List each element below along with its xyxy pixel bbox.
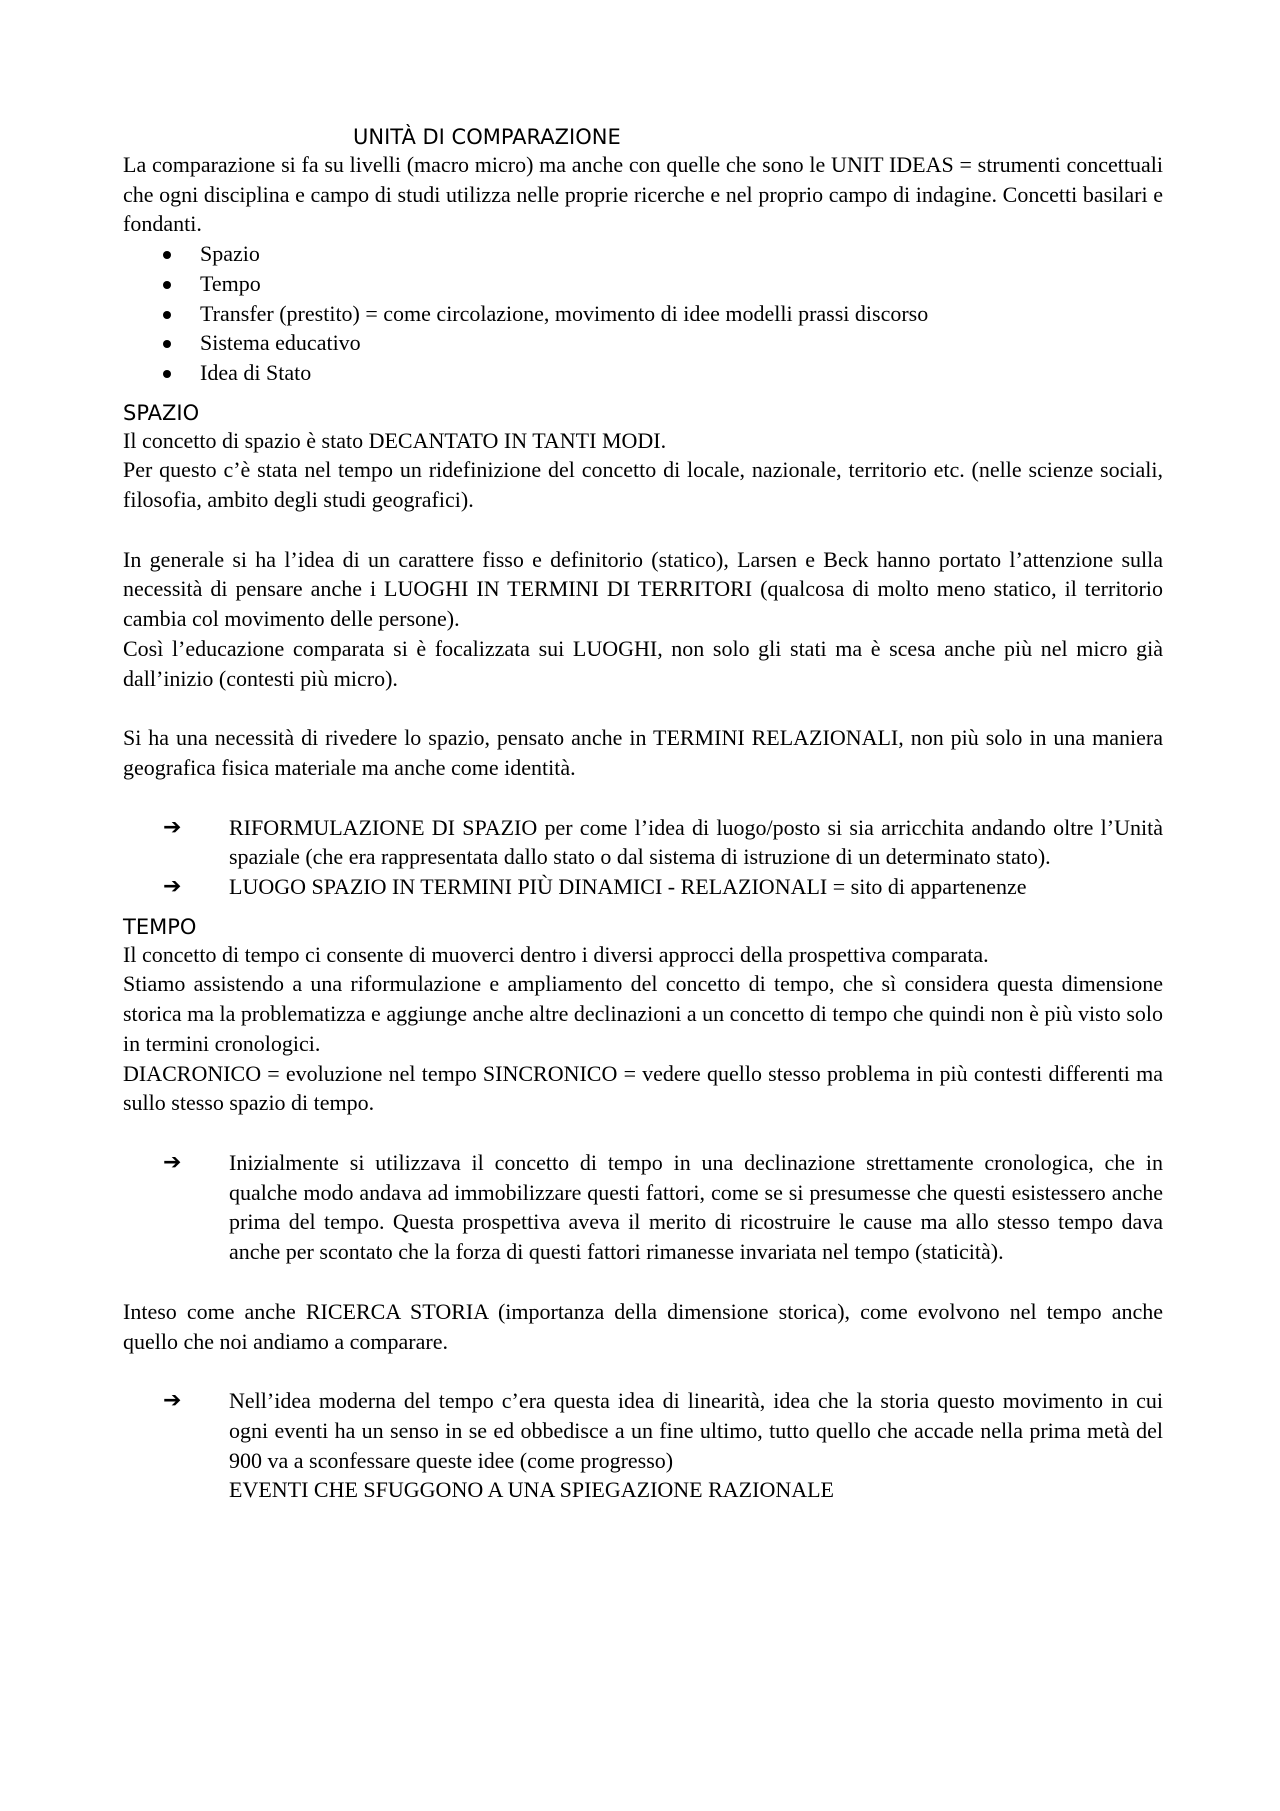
bullet-icon [163, 311, 171, 319]
paragraph: Per questo c’è stata nel tempo un ridefinizione del concetto di locale, nazionale, territorio etc. (nelle scienze sociali, filosofia, ambito degli studi geografici). [123, 457, 1163, 513]
paragraph: Così l’educazione comparata si è focalizzata sui LUOGHI, non solo gli stati ma è scesa anche più nel micro già dall’inizio (contesti più micro). [123, 635, 1163, 691]
spacer [123, 388, 1163, 400]
paragraph: Stiamo assistendo a una riformulazione e ampliamento del concetto di tempo, che sì considera questa dimensione storica ma la problematizza e aggiunge anche altre declinazioni a un concetto di tempo che quindi non è più visto solo in termini cronologici. [123, 971, 1163, 1056]
arrow-right-icon: ➔ [163, 1388, 182, 1414]
arrow-list-item [123, 1148, 1163, 1267]
list-item-text: Idea di Stato [200, 359, 312, 385]
list-item [123, 239, 1163, 269]
paragraph: Si ha una necessità di rivedere lo spazio, pensato anche in TERMINI RELAZIONALI, non più solo in una maniera geografica fisica materiale ma anche come identità. [123, 725, 1163, 780]
list-item [123, 358, 1163, 388]
arrow-item-text: Inizialmente si utilizzava il concetto di tempo in una declinazione strettamente cronologica, che in qualche modo andava ad immobilizzare questi fattori, come se si presumesse che questi esistessero anche prima del tempo. Questa prospettiva aveva il merito di ricostruire le cause ma allo stesso tempo dava anche per scontato che la forza di questi fattori rimanesse invariata nel tempo (staticità). [229, 1149, 1163, 1265]
list-item-text: Transfer (prestito) = come circolazione, movimento di idee modelli prassi discorso [200, 300, 929, 326]
arrow-right-icon: ➔ [163, 814, 182, 840]
arrow-item-text: EVENTI CHE SFUGGONO A UNA SPIEGAZIONE RAZIONALE [229, 1477, 834, 1503]
arrow-list-item [123, 872, 1163, 902]
intro-paragraph: La comparazione si fa su livelli (macro micro) ma anche con quelle che sono le UNIT IDEAS = strumenti concettuali che ogni disciplina e campo di studi utilizza nelle proprie ricerche e nel proprio campo di indagine. Concetti basilari e fondanti. [123, 152, 1163, 237]
document-page [123, 124, 1163, 1505]
list-item [123, 269, 1163, 299]
section-heading-tempo: TEMPO [123, 914, 197, 939]
paragraph: Il concetto di spazio è stato DECANTATO IN TANTI MODI. [123, 427, 667, 453]
arrow-item-text: RIFORMULAZIONE DI SPAZIO per come l’idea di luogo/posto si sia arricchita andando oltre l’Unità spaziale (che era rappresentata dallo stato o dal sistema di istruzione di un determinato stato). [229, 814, 1163, 870]
spacer [123, 515, 1163, 545]
list-item-text: Spazio [200, 241, 260, 267]
paragraph: In generale si ha l’idea di un carattere fisso e definitorio (statico), Larsen e Beck hanno portato l’attenzione sulla necessità di pensare anche i LUOGHI IN TERMINI DI TERRITORI (qualcosa di molto meno statico, il territorio cambia col movimento delle persone). [123, 546, 1163, 632]
spacer [123, 1267, 1163, 1297]
list-item-text: Tempo [200, 270, 261, 296]
spacer [123, 783, 1163, 813]
arrow-list-item [123, 1386, 1163, 1505]
paragraph: Il concetto di tempo ci consente di muoverci dentro i diversi approcci della prospettiva comparata. [123, 941, 989, 967]
list-item-text: Sistema educativo [200, 330, 361, 356]
arrow-list-item [123, 813, 1163, 872]
paragraph: DIACRONICO = evoluzione nel tempo SINCRONICO = vedere quello stesso problema in più contesti differenti ma sullo stesso spazio di tempo. [123, 1060, 1163, 1116]
document-title: UNITÀ DI COMPARAZIONE [353, 125, 621, 149]
list-item [123, 328, 1163, 358]
bullet-icon [163, 340, 171, 348]
bullet-icon [163, 251, 171, 259]
paragraph: Inteso come anche RICERCA STORIA (importanza della dimensione storica), come evolvono nel tempo anche quello che noi andiamo a comparare. [123, 1298, 1163, 1354]
spacer [123, 902, 1163, 914]
spacer [123, 693, 1163, 723]
bullet-icon [163, 281, 171, 289]
spacer [123, 1118, 1163, 1148]
arrow-item-text: Nell’idea moderna del tempo c’era questa idea di linearità, idea che la storia questo movimento in cui ogni eventi ha un senso in se ed obbedisce a un fine ultimo, tutto quello che accade nella prima metà del 900 va a sconfessare queste idee (come progresso) [229, 1388, 1163, 1473]
list-item [123, 299, 1163, 329]
spacer [123, 1356, 1163, 1386]
arrow-right-icon: ➔ [163, 874, 182, 900]
arrow-right-icon: ➔ [163, 1149, 182, 1175]
section-heading-spazio: SPAZIO [123, 400, 200, 425]
bullet-icon [163, 370, 171, 378]
arrow-item-text: LUOGO SPAZIO IN TERMINI PIÙ DINAMICI - RELAZIONALI = sito di appartenenze [229, 874, 1027, 900]
unit-ideas-list [123, 239, 1163, 388]
